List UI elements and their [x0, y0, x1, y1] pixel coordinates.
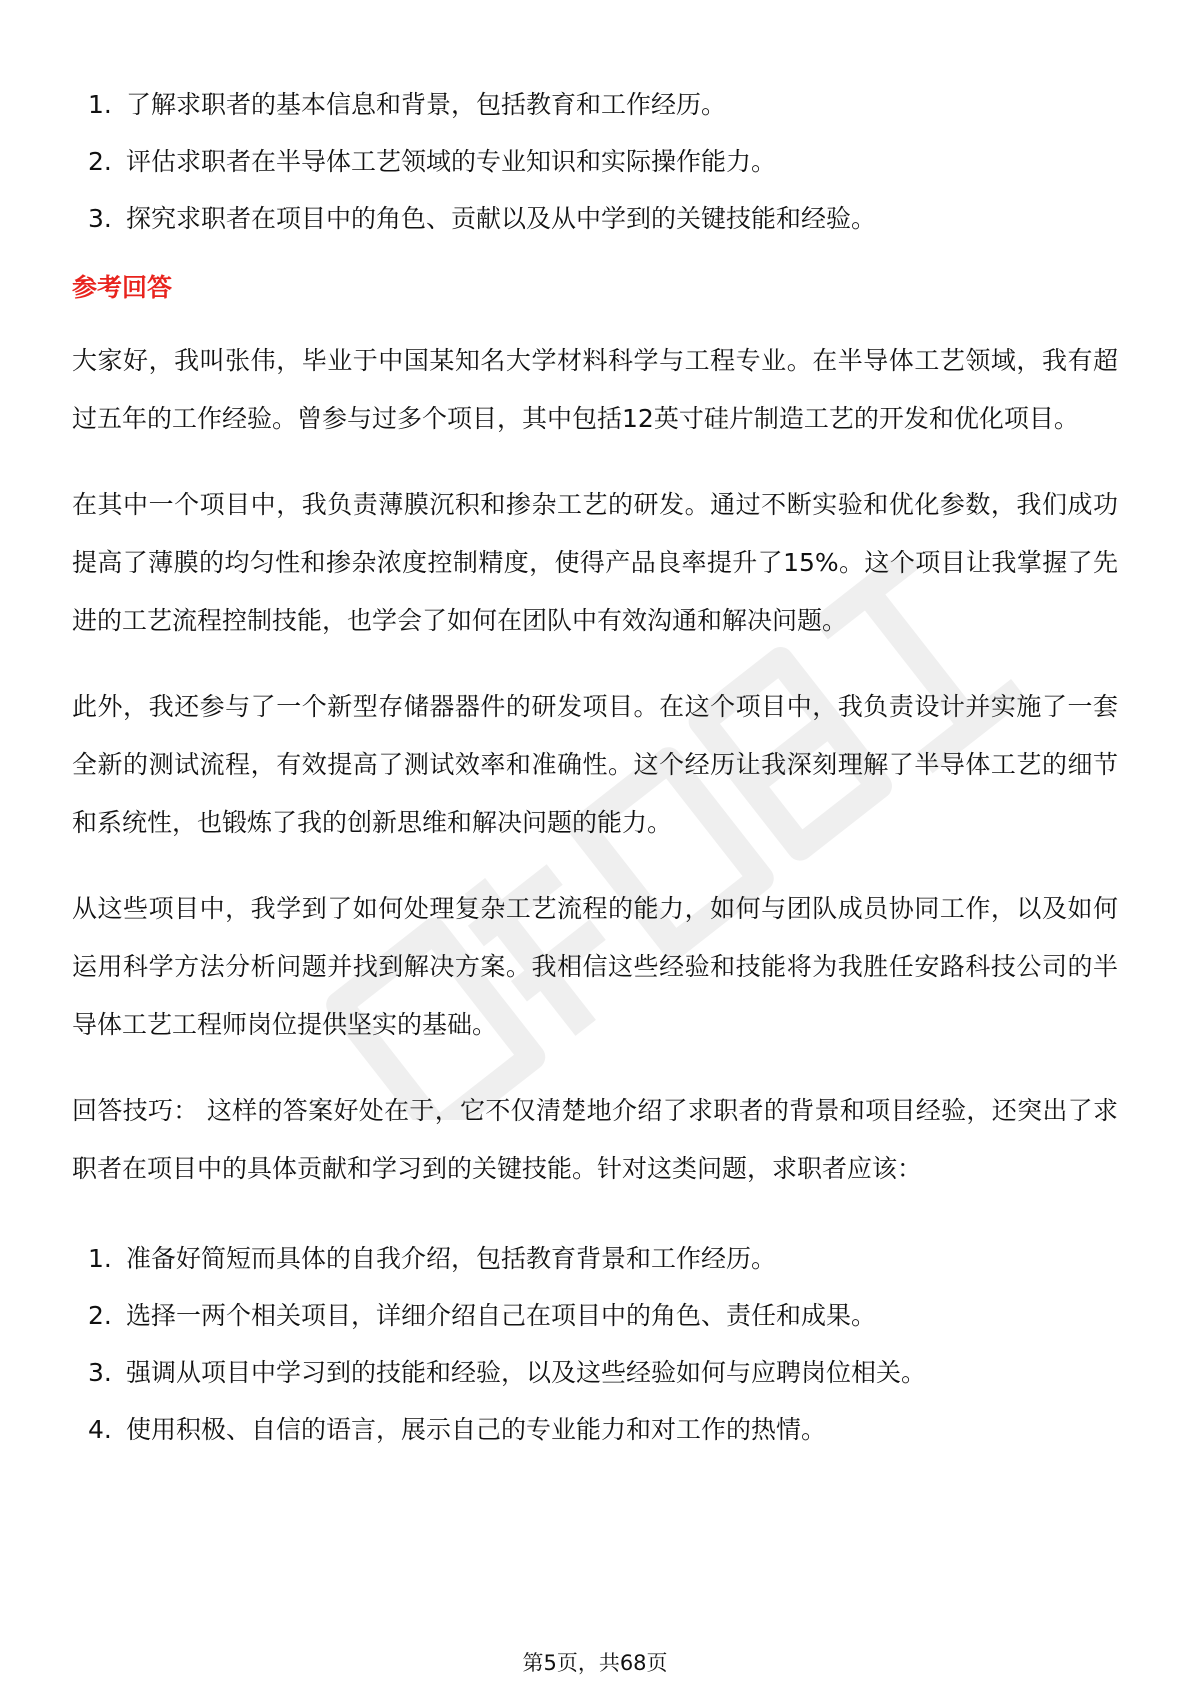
list-item-text: 强调从项目中学习到的技能和经验，以及这些经验如何与应聘岗位相关。 [126, 1358, 927, 1387]
main-content [72, 76, 1118, 1458]
list-item-text: 探究求职者在项目中的角色、贡献以及从中学到的关键技能和经验。 [126, 204, 877, 233]
list-item: 2. 评估求职者在半导体工艺领域的专业知识和实际操作能力。 [88, 147, 777, 176]
list-item-text: 评估求职者在半导体工艺领域的专业知识和实际操作能力。 [126, 147, 777, 176]
list-item: 1. 了解求职者的基本信息和背景，包括教育和工作经历。 [88, 90, 727, 119]
list-item-text: 了解求职者的基本信息和背景，包括教育和工作经历。 [126, 90, 727, 119]
paragraph: 大家好，我叫张伟，毕业于中国某知名大学材料科学与工程专业。在半导体工艺领域，我有超过五年的工作经验。曾参与过多个项目，其中包括12英寸硅片制造工艺的开发和优化项目。 [72, 346, 1118, 433]
list-item: 3. 强调从项目中学习到的技能和经验，以及这些经验如何与应聘岗位相关。 [88, 1358, 927, 1387]
section-title: 参考回答 [72, 273, 173, 302]
list-item-text: 使用积极、自信的语言，展示自己的专业能力和对工作的热情。 [126, 1415, 827, 1444]
list-item: 3. 探究求职者在项目中的角色、贡献以及从中学到的关键技能和经验。 [88, 204, 877, 233]
list-item-text: 准备好简短而具体的自我介绍，包括教育背景和工作经历。 [126, 1244, 777, 1273]
list-item: 2. 选择一两个相关项目，详细介绍自己在项目中的角色、责任和成果。 [88, 1301, 877, 1330]
list-item: 4. 使用积极、自信的语言，展示自己的专业能力和对工作的热情。 [88, 1415, 827, 1444]
paragraph: 此外，我还参与了一个新型存储器器件的研发项目。在这个项目中，我负责设计并实施了一套全新的测试流程，有效提高了测试效率和准确性。这个经历让我深刻理解了半导体工艺的细节和系统性，也锻炼了我的创新思维和解决问题的能力。 [72, 692, 1118, 837]
paragraph: 从这些项目中，我学到了如何处理复杂工艺流程的能力，如何与团队成员协同工作，以及如何运用科学方法分析问题并找到解决方案。我相信这些经验和技能将为我胜任安路科技公司的半导体工艺工程师岗位提供坚实的基础。 [72, 894, 1118, 1039]
list-item: 1. 准备好简短而具体的自我介绍，包括教育背景和工作经历。 [88, 1244, 777, 1273]
paragraph: 在其中一个项目中，我负责薄膜沉积和掺杂工艺的研发。通过不断实验和优化参数，我们成功提高了薄膜的均匀性和掺杂浓度控制精度，使得产品良率提升了15%。这个项目让我掌握了先进的工艺流程控制技能，也学会了如何在团队中有效沟通和解决问题。 [72, 490, 1118, 635]
page-footer: 第5页，共68页 [522, 1651, 668, 1675]
list-item-text: 选择一两个相关项目，详细介绍自己在项目中的角色、责任和成果。 [126, 1301, 877, 1330]
tips-list [72, 1230, 1118, 1458]
intro-list [72, 76, 1118, 247]
tips-paragraph: 回答技巧： 这样的答案好处在于，它不仅清楚地介绍了求职者的背景和项目经验，还突出了求职者在项目中的具体贡献和学习到的关键技能。针对这类问题，求职者应该： [72, 1096, 1118, 1183]
